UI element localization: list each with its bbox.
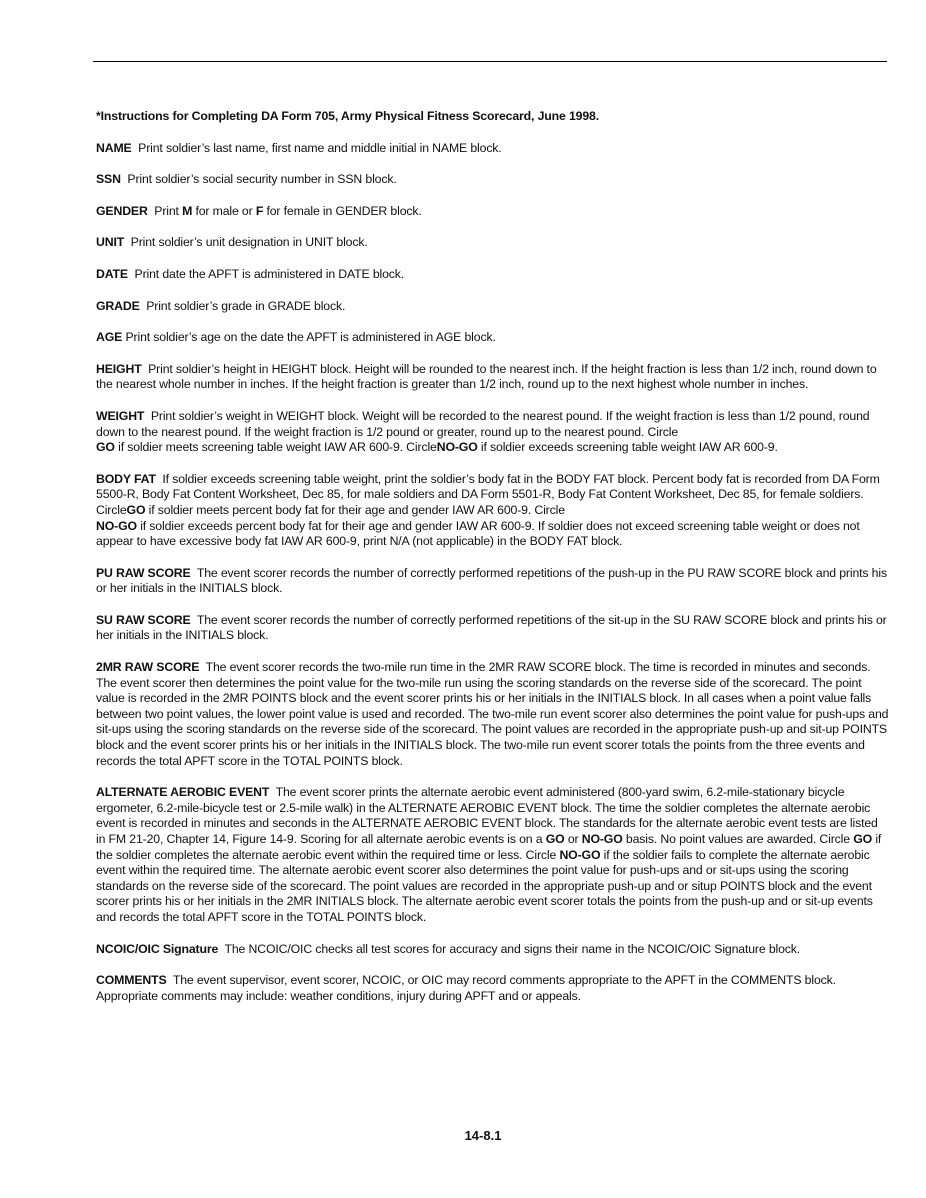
entry-alternate-aerobic-text-5: if the soldier fails to complete the alternate aerobic event within the required time. The alternate aerobic event scorer also determines the point value for push-ups and or sit-ups using the scoring standards on the reverse side of the scorecard. The point values are recorded in the appropriate push-up and or situp POINTS block and the event scorer prints his or her initials in the 2MR INITIALS block. The alternate aerobic event scorer totals the points from the push-up and or sit-up events and records the total APFT score in the TOTAL POINTS block.: [96, 847, 873, 924]
document-title: *Instructions for Completing DA Form 705, Army Physical Fitness Scorecard, June 1998.: [96, 109, 599, 123]
entry-2mr-raw-score: [96, 660, 890, 769]
entry-weight-label: WEIGHT: [96, 408, 145, 423]
entry-comments-label: COMMENTS: [96, 973, 167, 988]
entry-gender-label: GENDER: [96, 203, 148, 218]
entry-alternate-aerobic-text-4: if the soldier completes the alternate aerobic event within the required time or less. Circle: [96, 832, 882, 862]
entry-name: [96, 141, 890, 157]
entry-alternate-aerobic-text-3: basis. No point values are awarded. Circle: [622, 832, 854, 846]
entry-body-fat: [96, 472, 890, 550]
entry-grade-label: GRADE: [96, 298, 140, 313]
entry-ncoic-signature-label: NCOIC/OIC Signature: [96, 941, 219, 956]
entry-age-label: AGE: [96, 330, 123, 345]
entry-date-label: DATE: [96, 266, 128, 281]
entry-alternate-aerobic-text-1: The event scorer prints the alternate aerobic event administered (800-yard swim, 6.2-mile-stationary bicycle ergometer, 6.2-mile-bicycle test or 2.5-mile walk) in the ALTERNATE AEROBIC EVENT block. The time the soldier completes the alternate aerobic event is recorded in minutes and seconds in the ALTERNATE AEROBIC EVENT block. The standards for the alternate aerobic event tests are listed in FM 21-20, Chapter 14, Figure 14-9. Scoring for all alternate aerobic events is on a: [96, 785, 878, 846]
aerobic-nogo-code: NO-GO: [581, 832, 623, 846]
entry-comments-text: The event supervisor, event scorer, NCOIC, or OIC may record comments appropriate to the APFT in the COMMENTS block. Appropriate comments may include: weather conditions, injury during APFT and or appeals.: [96, 973, 836, 1003]
entry-pu-raw-score-label: PU RAW SCORE: [96, 565, 191, 580]
entry-ssn-label: SSN: [96, 172, 121, 187]
entry-su-raw-score-text: The event scorer records the number of correctly performed repetitions of the sit-up in the SU RAW SCORE block and prints his or her initials in the INITIALS block.: [96, 612, 887, 643]
gender-male-code: M: [182, 203, 193, 218]
entry-body-fat-text-1: If soldier exceeds screening table weight, print the soldier’s body fat in the BODY FAT block. Percent body fat is recorded from DA Form 5500-R, Body Fat Content Worksheet, Dec 85, for male soldiers and DA Form 5501-R, Body Fat Content Worksheet, Dec 85, for female soldiers. Circle: [96, 471, 880, 517]
aerobic-go-code: GO: [545, 832, 565, 846]
entry-alternate-aerobic-event: [96, 785, 890, 925]
body-fat-nogo-code: NO-GO: [96, 518, 137, 533]
weight-nogo-code: NO-GO: [436, 440, 478, 455]
entry-unit: [96, 235, 890, 251]
aerobic-circle-go-code: GO: [853, 832, 873, 846]
entry-2mr-raw-score-text: The event scorer records the two-mile run time in the 2MR RAW SCORE block. The time is recorded in minutes and seconds. The event scorer then determines the point value for the two-mile run using the scoring standards on the reverse side of the scorecard. The point value is recorded in the 2MR POINTS block and the event scorer prints his or her initials in the INITIALS block. In all cases when a point value falls between two point values, the lower point value is used and recorded. The two-mile run event scorer also determines the point value for push-ups and sit-ups using the scoring standards on the reverse side of the scorecard. The point values are recorded in the appropriate push-up and sit-up POINTS block and the event scorer prints his or her initials in the INITIALS block. The two-mile run event scorer totals the points from the three events and records the total APFT score in the TOTAL POINTS block.: [96, 660, 889, 768]
weight-go-code: GO: [96, 440, 115, 455]
entry-su-raw-score-label: SU RAW SCORE: [96, 612, 191, 627]
gender-female-code: F: [255, 203, 264, 218]
entry-date: [96, 267, 890, 283]
entry-grade-text: Print soldier’s grade in GRADE block.: [146, 298, 346, 313]
entry-age-text: Print soldier’s age on the date the APFT is administered in AGE block.: [125, 330, 496, 345]
entry-weight-text-3: if soldier exceeds screening table weight IAW AR 600-9.: [477, 440, 778, 455]
entry-body-fat-label: BODY FAT: [96, 471, 156, 486]
entry-gender-text-3: for female in GENDER block.: [263, 203, 422, 218]
entry-body-fat-text-3: if soldier exceeds percent body fat for their age and gender IAW AR 600-9. If soldier does not exceed screening table weight or does not appear to have excessive body fat IAW AR 600-9, print N/A (not applicable) in the BODY FAT block.: [96, 518, 860, 549]
header-rule: [93, 61, 887, 62]
entry-age: [96, 330, 890, 346]
entry-gender-text-2: for male or: [192, 203, 256, 218]
entry-alternate-aerobic-text-2: or: [564, 832, 582, 846]
entry-weight-text-2: if soldier meets screening table weight IAW AR 600-9. Circle: [114, 440, 437, 455]
entry-name-label: NAME: [96, 140, 132, 155]
entry-unit-label: UNIT: [96, 235, 125, 250]
instructions-body: [96, 109, 890, 1020]
aerobic-circle-nogo-code: NO-GO: [559, 847, 601, 862]
entry-name-text: Print soldier’s last name, first name and middle initial in NAME block.: [138, 140, 502, 155]
entry-unit-text: Print soldier’s unit designation in UNIT block.: [130, 235, 368, 250]
entry-weight: [96, 409, 890, 456]
entry-comments: [96, 973, 890, 1004]
entry-height-label: HEIGHT: [96, 361, 142, 376]
entry-pu-raw-score: [96, 566, 890, 597]
entry-2mr-raw-score-label: 2MR RAW SCORE: [96, 660, 200, 675]
entry-grade: [96, 299, 890, 315]
entry-height-text: Print soldier’s height in HEIGHT block. Height will be rounded to the nearest inch. If the height fraction is less than 1/2 inch, round down to the nearest whole number in inches. If the height fraction is greater than 1/2 inch, round up to the next highest whole number in inches.: [96, 361, 877, 392]
entry-ssn: [96, 172, 890, 188]
entry-alternate-aerobic-label: ALTERNATE AEROBIC EVENT: [96, 785, 270, 800]
entry-ncoic-signature-text: The NCOIC/OIC checks all test scores for accuracy and signs their name in the NCOIC/OIC Signature block.: [224, 941, 801, 956]
page-number: 14-8.1: [464, 1128, 502, 1143]
entry-date-text: Print date the APFT is administered in DATE block.: [134, 266, 405, 281]
entry-gender: [96, 204, 890, 220]
entry-gender-text-1: Print: [154, 203, 183, 218]
body-fat-go-code: GO: [126, 502, 146, 517]
entry-pu-raw-score-text: The event scorer records the number of correctly performed repetitions of the push-up in the PU RAW SCORE block and prints his or her initials in the INITIALS block.: [96, 565, 887, 596]
entry-weight-text-1: Print soldier’s weight in WEIGHT block. Weight will be recorded to the nearest pound. If the weight fraction is less than 1/2 pound, round down to the nearest pound. If the weight fraction is 1/2 pound or greater, round up to the nearest pound. Circle: [96, 408, 870, 439]
entry-ssn-text: Print soldier’s social security number in SSN block.: [127, 172, 397, 187]
entry-ncoic-signature: [96, 942, 890, 958]
entry-height: [96, 362, 890, 393]
entry-su-raw-score: [96, 613, 890, 644]
entry-body-fat-text-2: if soldier meets percent body fat for their age and gender IAW AR 600-9. Circle: [145, 502, 565, 517]
